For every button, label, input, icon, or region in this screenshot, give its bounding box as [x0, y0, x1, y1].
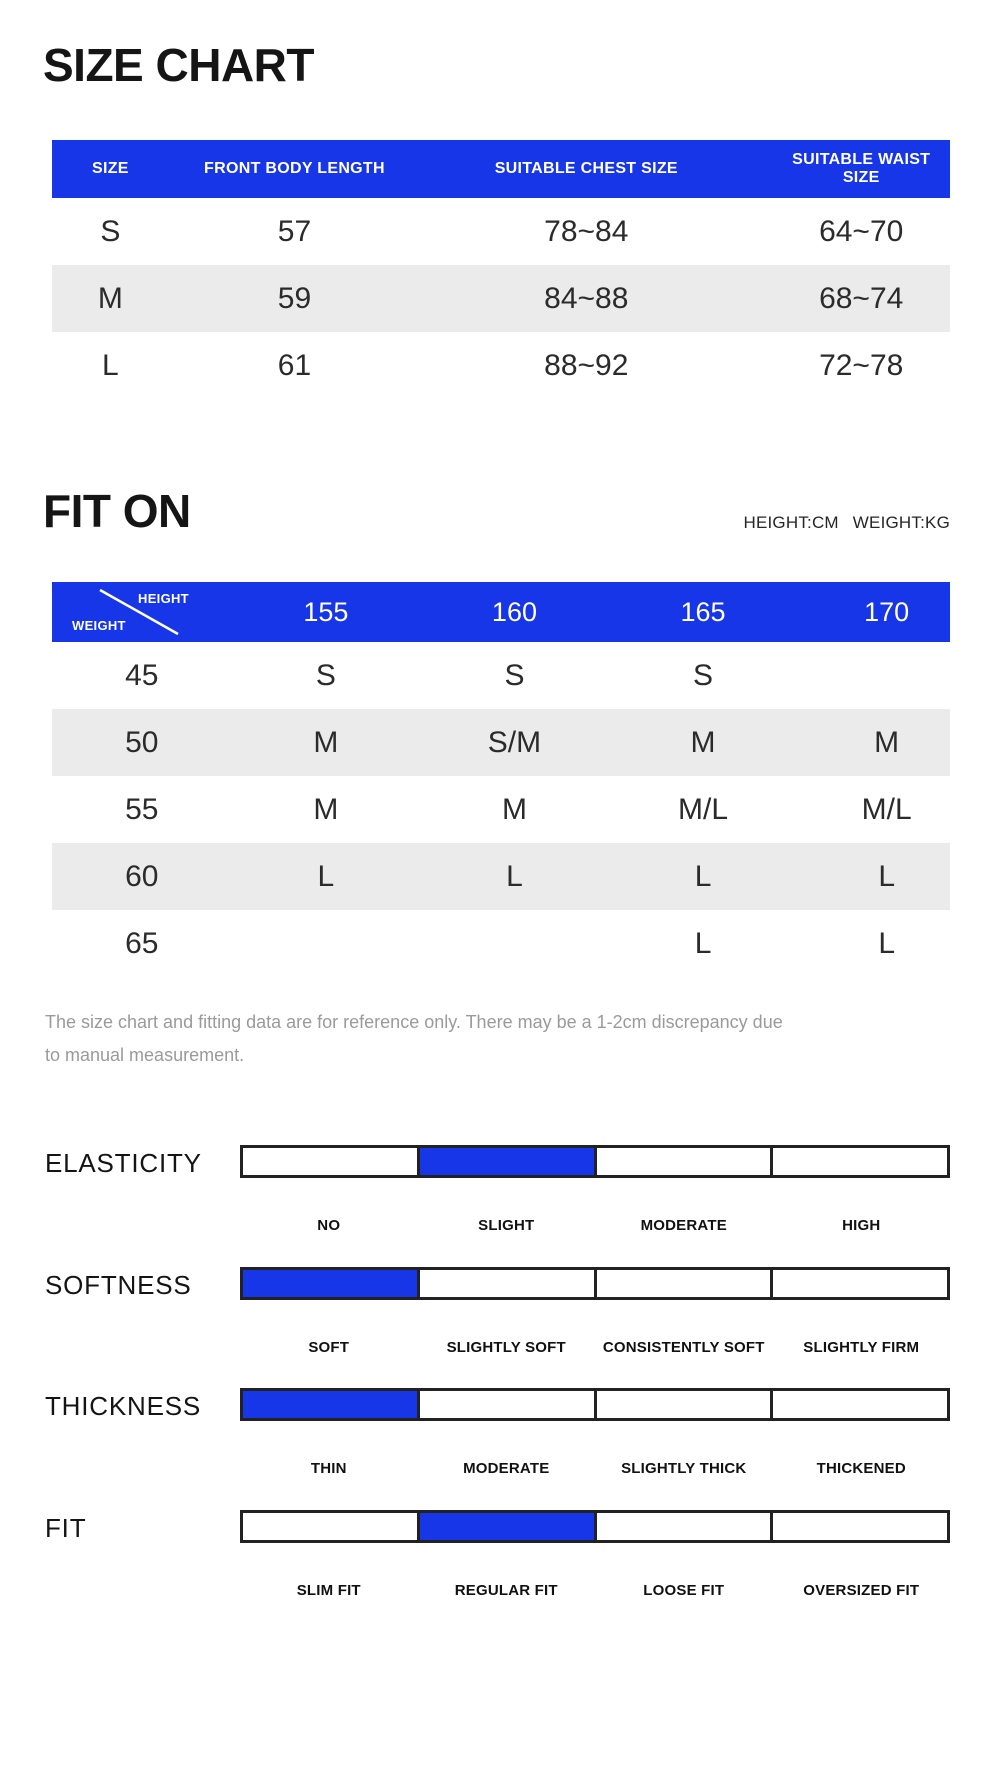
thickness-scale-labels [240, 1460, 950, 1477]
fit-cell: M [501, 792, 527, 826]
chest-cell: 78~84 [544, 214, 629, 248]
fit-rating-bar [240, 1510, 950, 1543]
scale-label: SLIGHTLY SOFT [446, 1339, 566, 1356]
weight-cell: 55 [125, 792, 159, 826]
weight-cell: 60 [125, 859, 159, 893]
scale-label: MODERATE [640, 1217, 727, 1234]
size-chart-table [52, 140, 950, 399]
rating-segment [243, 1513, 417, 1540]
rating-segment [770, 1270, 947, 1297]
fit-on-header-row [52, 582, 950, 642]
length-cell: 61 [277, 348, 312, 382]
scale-label: SLIM FIT [296, 1582, 361, 1599]
fit-cell: S [504, 658, 525, 692]
fit-cell: M [874, 725, 900, 759]
fit-cell: S [315, 658, 336, 692]
thickness-label: THICKNESS [45, 1391, 202, 1421]
elasticity-label: ELASTICITY [45, 1148, 202, 1178]
thickness-section [0, 1388, 1000, 1493]
weight-cell: 45 [125, 658, 159, 692]
column-header-chest-size: SUITABLE CHEST SIZE [494, 160, 678, 177]
scale-label: OVERSIZED FIT [803, 1582, 920, 1599]
disclaimer-text [45, 1006, 835, 1072]
scale-label: LOOSE FIT [643, 1582, 725, 1599]
fit-cell: L [878, 859, 895, 893]
rating-segment [770, 1513, 947, 1540]
chest-cell: 84~88 [544, 281, 629, 315]
disclaimer-line-2: to manual measurement. [45, 1045, 245, 1065]
size-cell: L [102, 348, 119, 382]
rating-segment [417, 1148, 594, 1175]
fit-cell: S/M [487, 725, 542, 759]
rating-segment [594, 1148, 771, 1175]
rating-segment [417, 1391, 594, 1418]
column-header-waist-size: SUITABLE WAIST SIZE [792, 151, 931, 186]
height-column-170: 170 [864, 596, 910, 627]
fit-cell: M [313, 725, 339, 759]
softness-label: SOFTNESS [45, 1270, 192, 1300]
fit-cell: M [313, 792, 339, 826]
fit-scale-labels [240, 1582, 950, 1599]
fit-cell: M [690, 725, 716, 759]
scale-label: SLIGHTLY THICK [621, 1460, 747, 1477]
softness-section [0, 1267, 1000, 1372]
fit-cell: L [694, 926, 712, 960]
scale-label: CONSISTENTLY SOFT [602, 1339, 765, 1356]
fit-cell: L [878, 926, 895, 960]
scale-label: SLIGHT [478, 1217, 535, 1234]
scale-label: SOFT [308, 1339, 350, 1356]
height-weight-corner-cell [52, 582, 232, 642]
height-column-165: 165 [680, 596, 726, 627]
fit-cell: L [694, 859, 712, 893]
fit-row-50 [52, 709, 950, 776]
rating-segment [417, 1513, 594, 1540]
rating-segment [243, 1270, 417, 1297]
fit-cell: S [693, 658, 714, 692]
corner-height-label: HEIGHT [138, 591, 189, 606]
size-row-s [52, 198, 950, 265]
scale-label: THIN [310, 1460, 347, 1477]
rating-segment [243, 1148, 417, 1175]
thickness-rating-bar [240, 1388, 950, 1421]
scale-label: SLIGHTLY FIRM [803, 1339, 920, 1356]
waist-cell: 68~74 [819, 281, 904, 315]
size-cell: S [100, 214, 121, 248]
fit-row-55 [52, 776, 950, 843]
units-note [743, 513, 950, 533]
scale-label: HIGH [842, 1217, 881, 1234]
scale-label: MODERATE [463, 1460, 550, 1477]
height-unit-label: HEIGHT:CM [743, 513, 839, 532]
scale-label: REGULAR FIT [454, 1582, 558, 1599]
weight-cell: 50 [125, 725, 159, 759]
corner-weight-label: WEIGHT [72, 618, 126, 633]
size-cell: M [97, 281, 123, 315]
scale-label: THICKENED [816, 1460, 906, 1477]
fit-row-45 [52, 642, 950, 709]
weight-unit-label: WEIGHT:KG [852, 513, 950, 532]
size-chart-title: SIZE CHART [43, 39, 314, 91]
size-chart-header-row [52, 140, 950, 198]
elasticity-rating-bar [240, 1145, 950, 1178]
fit-cell: L [506, 859, 523, 893]
rating-segment [243, 1391, 417, 1418]
rating-segment [594, 1513, 771, 1540]
height-column-160: 160 [491, 596, 537, 627]
size-row-m [52, 265, 950, 332]
fit-cell: L [317, 859, 335, 893]
fit-cell: M/L [678, 792, 729, 826]
elasticity-scale-labels [240, 1217, 950, 1234]
rating-segment [770, 1148, 947, 1175]
fit-row-60 [52, 843, 950, 910]
fit-section [0, 1510, 1000, 1615]
waist-cell: 64~70 [819, 214, 904, 248]
length-cell: 57 [277, 214, 312, 248]
waist-cell: 72~78 [819, 348, 904, 382]
rating-segment [594, 1270, 771, 1297]
rating-segment [594, 1391, 771, 1418]
disclaimer-line-1: The size chart and fitting data are for reference only. There may be a 1-2cm discrepancy due [45, 1012, 783, 1032]
length-cell: 59 [277, 281, 312, 315]
fit-cell: M/L [861, 792, 912, 826]
size-row-l [52, 332, 950, 399]
scale-label: NO [317, 1217, 341, 1234]
column-header-front-body-length: FRONT BODY LENGTH [204, 160, 385, 177]
fit-on-table [52, 582, 950, 977]
rating-segment [770, 1391, 947, 1418]
fit-on-title: FIT ON [43, 485, 191, 537]
weight-cell: 65 [125, 926, 159, 960]
column-header-size: SIZE [91, 160, 129, 177]
softness-scale-labels [240, 1339, 950, 1356]
softness-rating-bar [240, 1267, 950, 1300]
fit-row-65 [52, 910, 950, 977]
elasticity-section [0, 1145, 1000, 1250]
chest-cell: 88~92 [544, 348, 629, 382]
fit-label: FIT [45, 1513, 87, 1543]
rating-segment [417, 1270, 594, 1297]
height-column-155: 155 [303, 596, 349, 627]
